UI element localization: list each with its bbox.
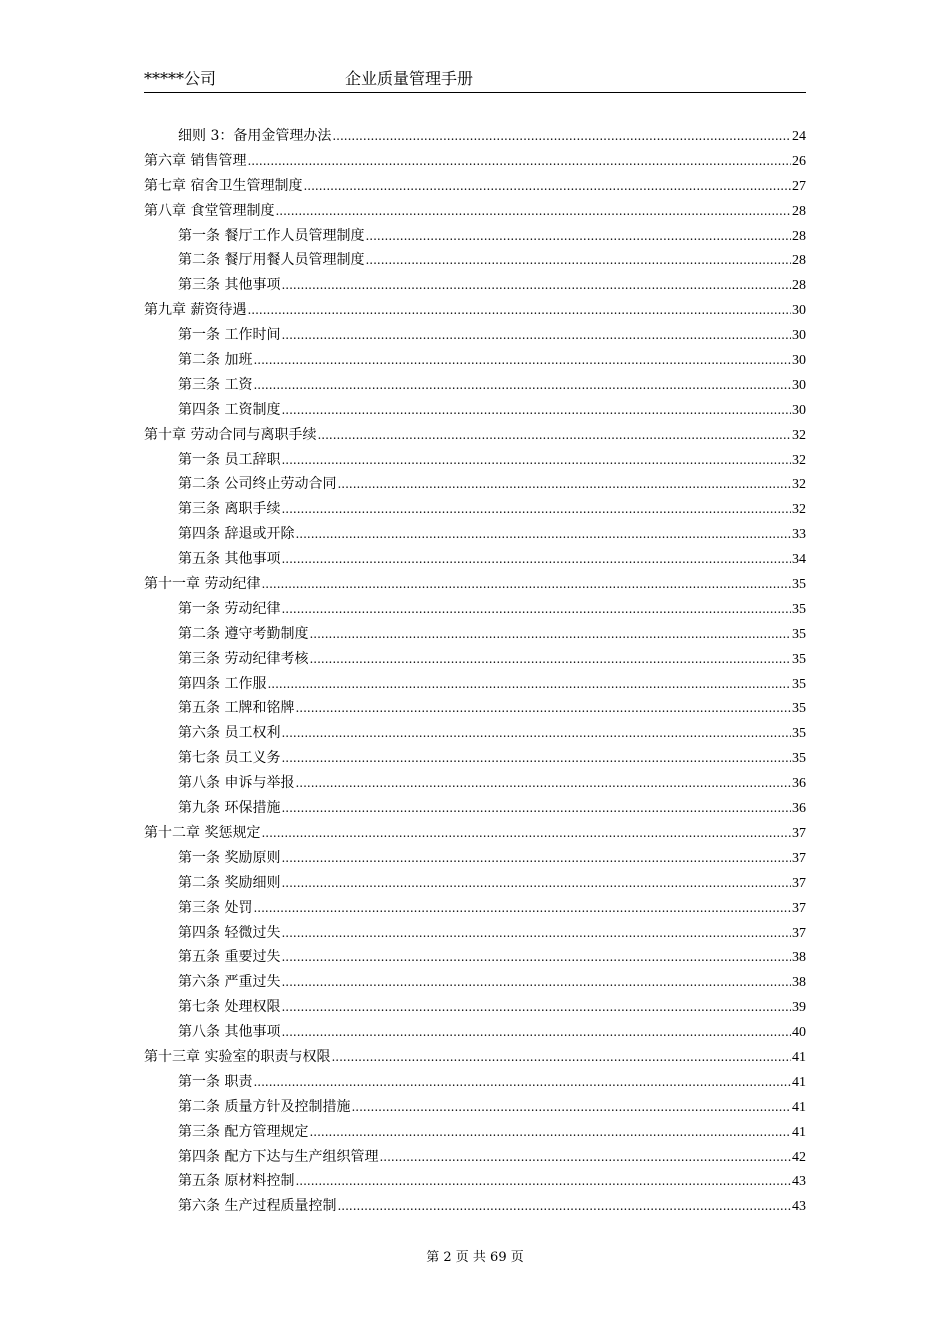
toc-entry-page: 35 (792, 726, 806, 742)
toc-entry-page: 39 (792, 1000, 806, 1016)
toc-entry[interactable] (144, 224, 806, 249)
toc-entry[interactable] (144, 398, 806, 423)
toc-entry-label: 第三条 处罚 (178, 899, 253, 916)
toc-dot-leader (253, 1070, 791, 1095)
toc-dot-leader (253, 348, 791, 373)
toc-entry-page: 41 (792, 1099, 806, 1115)
toc-entry-label: 第六条 生产过程质量控制 (178, 1198, 337, 1215)
toc-entry[interactable] (144, 1045, 806, 1070)
toc-dot-leader (309, 622, 791, 647)
toc-entry[interactable] (144, 124, 806, 149)
toc-entry-page: 37 (792, 925, 806, 941)
toc-entry-page: 38 (792, 975, 806, 991)
toc-entry-page: 36 (792, 801, 806, 817)
toc-entry[interactable] (144, 647, 806, 672)
toc-entry-label: 第六条 严重过失 (178, 974, 281, 991)
toc-dot-leader (281, 995, 791, 1020)
toc-entry-page: 33 (792, 527, 806, 543)
toc-entry-page: 43 (792, 1199, 806, 1215)
toc-entry-page: 35 (792, 701, 806, 717)
toc-entry-page: 27 (792, 178, 806, 194)
toc-dot-leader (281, 970, 791, 995)
toc-entry-label: 第七条 处理权限 (178, 999, 281, 1016)
toc-entry-label: 第一条 职责 (178, 1073, 253, 1090)
toc-dot-leader (281, 871, 791, 896)
toc-dot-leader (317, 423, 791, 448)
toc-dot-leader (332, 124, 791, 149)
toc-entry[interactable] (144, 472, 806, 497)
toc-entry-label: 第五条 原材料控制 (178, 1173, 295, 1190)
toc-entry[interactable] (144, 547, 806, 572)
toc-dot-leader (247, 298, 791, 323)
toc-entry-label: 第四条 轻微过失 (178, 924, 281, 941)
toc-entry-page: 43 (792, 1174, 806, 1190)
toc-entry-page: 32 (792, 477, 806, 493)
toc-dot-leader (247, 149, 791, 174)
toc-dot-leader (275, 199, 791, 224)
table-of-contents (144, 124, 806, 1219)
toc-entry-page: 32 (792, 452, 806, 468)
toc-entry-page: 37 (792, 850, 806, 866)
toc-entry-page: 41 (792, 1074, 806, 1090)
toc-dot-leader (281, 273, 791, 298)
toc-entry-label: 第六章 销售管理 (144, 152, 247, 169)
toc-entry-label: 第三条 配方管理规定 (178, 1123, 309, 1140)
toc-entry[interactable] (144, 970, 806, 995)
toc-entry-label: 第四条 工作服 (178, 675, 267, 692)
toc-entry-label: 第十三章 实验室的职责与权限 (144, 1048, 331, 1065)
toc-entry-label: 第七章 宿舍卫生管理制度 (144, 177, 303, 194)
toc-dot-leader (295, 1169, 791, 1194)
toc-entry-page: 28 (792, 203, 806, 219)
toc-entry[interactable] (144, 174, 806, 199)
toc-dot-leader (281, 921, 791, 946)
toc-entry[interactable] (144, 796, 806, 821)
toc-dot-leader (281, 796, 791, 821)
toc-entry[interactable] (144, 248, 806, 273)
toc-dot-leader (281, 547, 791, 572)
toc-entry-label: 第三条 其他事项 (178, 277, 281, 294)
toc-entry-page: 30 (792, 402, 806, 418)
toc-entry-page: 30 (792, 328, 806, 344)
toc-dot-leader (295, 771, 791, 796)
toc-entry[interactable] (144, 572, 806, 597)
toc-entry-label: 第九章 薪资待遇 (144, 302, 247, 319)
toc-entry-label: 第八条 申诉与举报 (178, 775, 295, 792)
toc-entry[interactable] (144, 298, 806, 323)
toc-entry-label: 第三条 工资 (178, 376, 253, 393)
toc-entry-label: 第一条 奖励原则 (178, 849, 281, 866)
toc-entry[interactable] (144, 497, 806, 522)
toc-entry-label: 第三条 劳动纪律考核 (178, 650, 309, 667)
toc-entry-page: 30 (792, 377, 806, 393)
toc-entry-page: 32 (792, 502, 806, 518)
toc-entry-label: 第五条 工牌和铭牌 (178, 700, 295, 717)
toc-entry-label: 第一条 工作时间 (178, 327, 281, 344)
toc-entry-page: 35 (792, 601, 806, 617)
toc-dot-leader (309, 1120, 791, 1145)
toc-dot-leader (281, 945, 791, 970)
toc-dot-leader (295, 696, 791, 721)
toc-entry-page: 38 (792, 950, 806, 966)
toc-dot-leader (281, 398, 791, 423)
toc-entry[interactable] (144, 1169, 806, 1194)
toc-entry[interactable] (144, 323, 806, 348)
toc-entry-label: 第二条 遵守考勤制度 (178, 625, 309, 642)
toc-entry-page: 36 (792, 776, 806, 792)
toc-entry-label: 第一条 餐厅工作人员管理制度 (178, 227, 365, 244)
toc-dot-leader (295, 522, 791, 547)
toc-dot-leader (281, 597, 791, 622)
toc-entry[interactable] (144, 746, 806, 771)
toc-entry-label: 第二条 公司终止劳动合同 (178, 476, 337, 493)
toc-dot-leader (281, 746, 791, 771)
toc-entry-page: 34 (792, 552, 806, 568)
toc-entry[interactable] (144, 995, 806, 1020)
toc-entry-label: 细则 3：备用金管理办法 (178, 128, 332, 144)
toc-dot-leader (253, 896, 791, 921)
toc-dot-leader (281, 721, 791, 746)
toc-entry-label: 第二条 加班 (178, 352, 253, 369)
toc-entry-page: 35 (792, 626, 806, 642)
toc-dot-leader (281, 323, 791, 348)
toc-entry-page: 24 (792, 129, 806, 144)
toc-dot-leader (365, 248, 791, 273)
toc-entry-label: 第八章 食堂管理制度 (144, 202, 275, 219)
toc-entry[interactable] (144, 622, 806, 647)
toc-entry-page: 37 (792, 825, 806, 841)
toc-entry-page: 37 (792, 875, 806, 891)
toc-entry[interactable] (144, 199, 806, 224)
toc-entry-label: 第七条 员工义务 (178, 750, 281, 767)
toc-entry-label: 第二条 奖励细则 (178, 874, 281, 891)
page-footer: 第 2 页 共 69 页 (426, 1250, 524, 1265)
toc-entry-page: 26 (792, 153, 806, 169)
toc-entry[interactable] (144, 672, 806, 697)
toc-entry[interactable] (144, 1070, 806, 1095)
toc-entry[interactable] (144, 696, 806, 721)
toc-entry[interactable] (144, 373, 806, 398)
toc-entry-label: 第十章 劳动合同与离职手续 (144, 426, 317, 443)
toc-entry[interactable] (144, 1020, 806, 1045)
header-company: *****公司 (144, 69, 217, 88)
toc-entry-label: 第三条 离职手续 (178, 501, 281, 518)
toc-entry[interactable] (144, 597, 806, 622)
toc-dot-leader (281, 1020, 791, 1045)
toc-dot-leader (309, 647, 791, 672)
toc-dot-leader (337, 472, 791, 497)
toc-entry[interactable] (144, 273, 806, 298)
header-title: 企业质量管理手册 (345, 69, 474, 88)
toc-dot-leader (261, 572, 791, 597)
toc-dot-leader (261, 821, 791, 846)
toc-entry-label: 第二条 餐厅用餐人员管理制度 (178, 252, 365, 269)
toc-entry[interactable] (144, 945, 806, 970)
toc-entry-label: 第四条 工资制度 (178, 401, 281, 418)
toc-entry-label: 第四条 辞退或开除 (178, 526, 295, 543)
toc-entry-page: 35 (792, 676, 806, 692)
toc-dot-leader (267, 672, 791, 697)
toc-dot-leader (281, 846, 791, 871)
toc-entry-page: 41 (792, 1049, 806, 1065)
toc-dot-leader (281, 497, 791, 522)
toc-entry-label: 第十二章 奖惩规定 (144, 824, 261, 841)
toc-dot-leader (331, 1045, 791, 1070)
toc-entry[interactable] (144, 348, 806, 373)
toc-dot-leader (351, 1095, 791, 1120)
toc-entry-label: 第五条 其他事项 (178, 551, 281, 568)
toc-entry-page: 30 (792, 303, 806, 319)
toc-dot-leader (379, 1145, 791, 1170)
toc-dot-leader (337, 1194, 791, 1219)
toc-entry[interactable] (144, 921, 806, 946)
toc-entry-page: 37 (792, 900, 806, 916)
toc-entry-page: 41 (792, 1124, 806, 1140)
toc-entry-label: 第一条 员工辞职 (178, 451, 281, 468)
toc-entry-page: 40 (792, 1025, 806, 1041)
toc-entry[interactable] (144, 821, 806, 846)
toc-entry[interactable] (144, 1120, 806, 1145)
toc-entry-page: 35 (792, 751, 806, 767)
toc-entry-label: 第五条 重要过失 (178, 949, 281, 966)
toc-entry-label: 第八条 其他事项 (178, 1024, 281, 1041)
toc-entry-label: 第九条 环保措施 (178, 800, 281, 817)
toc-entry-page: 42 (792, 1149, 806, 1165)
toc-entry[interactable] (144, 871, 806, 896)
toc-entry[interactable] (144, 846, 806, 871)
toc-entry[interactable] (144, 448, 806, 473)
toc-entry-page: 35 (792, 651, 806, 667)
toc-entry-label: 第六条 员工权利 (178, 725, 281, 742)
toc-entry[interactable] (144, 1145, 806, 1170)
toc-entry-label: 第四条 配方下达与生产组织管理 (178, 1148, 379, 1165)
toc-entry[interactable] (144, 1095, 806, 1120)
toc-dot-leader (253, 373, 791, 398)
toc-entry-page: 28 (792, 228, 806, 244)
toc-entry[interactable] (144, 1194, 806, 1219)
toc-entry-label: 第一条 劳动纪律 (178, 600, 281, 617)
toc-entry[interactable] (144, 721, 806, 746)
toc-entry-page: 28 (792, 278, 806, 294)
toc-entry[interactable] (144, 522, 806, 547)
toc-entry-page: 30 (792, 353, 806, 369)
page-header (144, 66, 806, 93)
toc-entry[interactable] (144, 771, 806, 796)
toc-entry-page: 35 (792, 577, 806, 593)
toc-entry-page: 28 (792, 253, 806, 269)
toc-entry-page: 32 (792, 427, 806, 443)
toc-dot-leader (281, 448, 791, 473)
toc-entry[interactable] (144, 423, 806, 448)
toc-entry-label: 第十一章 劳动纪律 (144, 576, 261, 593)
toc-entry-label: 第二条 质量方针及控制措施 (178, 1098, 351, 1115)
toc-entry[interactable] (144, 149, 806, 174)
toc-dot-leader (365, 224, 791, 249)
toc-dot-leader (303, 174, 791, 199)
toc-entry[interactable] (144, 896, 806, 921)
